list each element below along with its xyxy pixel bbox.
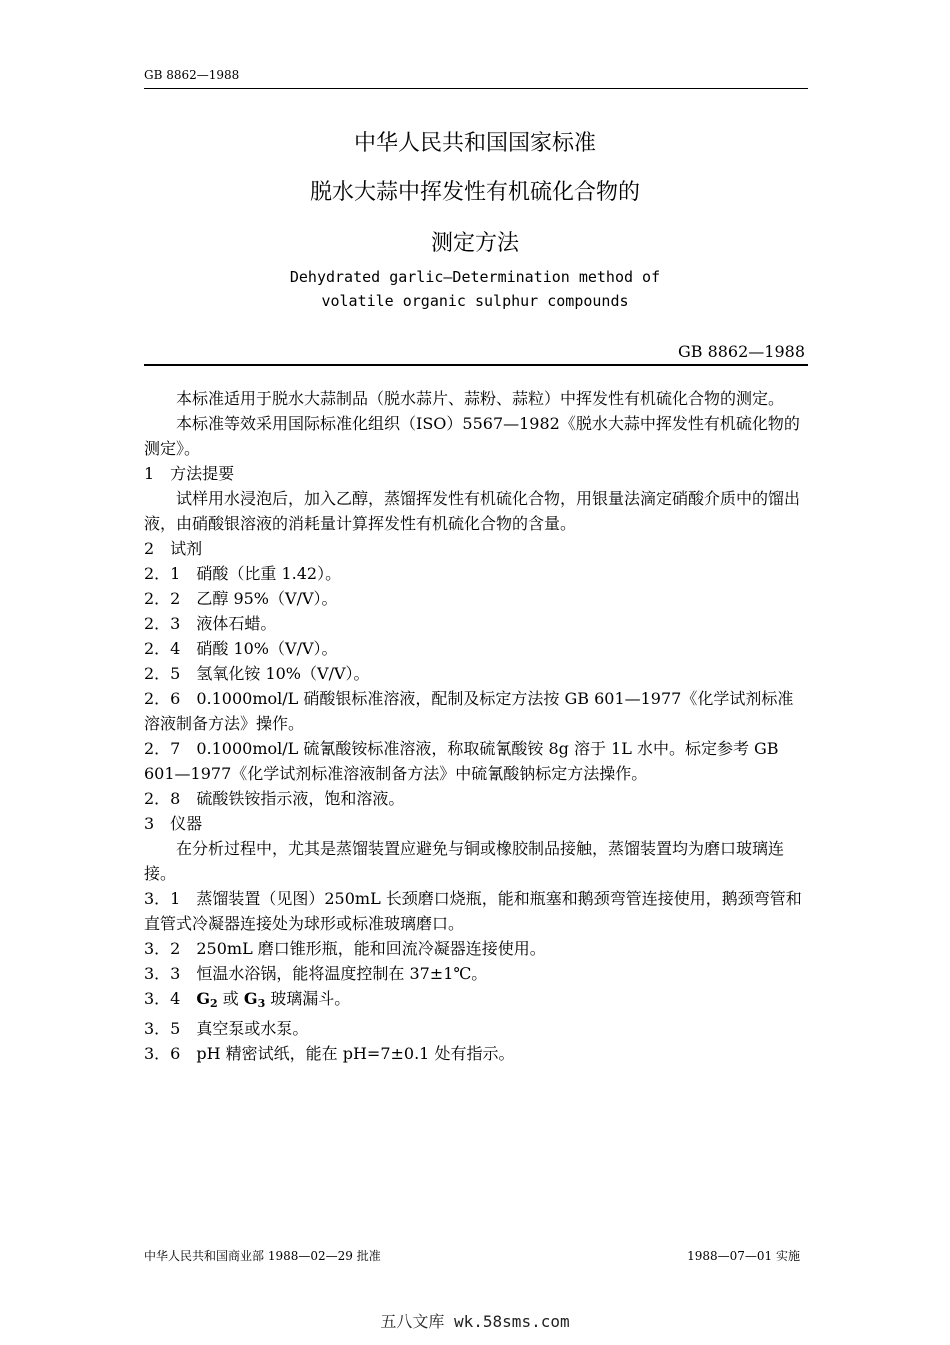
title-rule [144, 364, 808, 366]
apparatus-item: 3．5 真空泵或水泵。 [144, 1019, 309, 1038]
g2-label: G [196, 989, 211, 1008]
reagent-item: 2．7 0.1000mol/L 硫氰酸铵标准溶液，称取硫氰酸铵 8g 溶于 1L 水中。标定参考 GB 601—1977《化学试剂标准溶液制备方法》中硫氰酸钠标定方法操作。 [144, 739, 779, 783]
apparatus-item: 3．6 pH 精密试纸，能在 pH=7±0.1 处有指示。 [144, 1044, 515, 1063]
reagent-item: 2．6 0.1000mol/L 硝酸银标准溶液，配制及标定方法按 GB 601—1977《化学试剂标准溶液制备方法》操作。 [144, 689, 794, 733]
apparatus-item: 3．2 250mL 磨口锥形瓶，能和回流冷凝器连接使用。 [144, 939, 546, 958]
section-3-text: 在分析过程中，尤其是蒸馏装置应避免与铜或橡胶制品接触，蒸馏装置均为磨口玻璃连接。 [144, 839, 785, 883]
reagent-item: 2．3 液体石蜡。 [144, 614, 277, 633]
apparatus-item: 3．3 恒温水浴锅，能将温度控制在 37±1℃。 [144, 964, 488, 983]
reagent-item: 2．2 乙醇 95%（V/V）。 [144, 589, 338, 608]
reagent-item: 2．5 氢氧化铵 10%（V/V）。 [144, 664, 370, 683]
title-line-2: 脱水大蒜中挥发性有机硫化合物的 [309, 180, 640, 205]
section-3-heading: 3 仪器 [144, 814, 203, 833]
standard-number: GB 8862—1988 [677, 342, 805, 361]
section-2-heading: 2 试剂 [144, 539, 203, 558]
reagent-item: 2．8 硫酸铁铵指示液，饱和溶液。 [144, 789, 405, 808]
approval-note: 中华人民共和国商业部 1988—02—29 批准 [144, 1249, 381, 1263]
section-1-text: 试样用水浸泡后，加入乙醇，蒸馏挥发性有机硫化合物，用银量法滴定硝酸介质中的馏出液，由硝酸银溶液的消耗量计算挥发性有机硫化合物的含量。 [144, 489, 801, 533]
section-1-heading: 1 方法提要 [144, 464, 235, 483]
english-title-line-1: Dehydrated garlic—Determination method of [289, 268, 661, 286]
reagent-item: 2．4 硝酸 10%（V/V）。 [144, 639, 338, 658]
english-title-line-2: volatile organic sulphur compounds [321, 292, 629, 310]
g3-label: G [243, 989, 258, 1008]
apparatus-item-funnel [144, 986, 808, 1016]
reference-paragraph: 本标准等效采用国际标准化组织（ISO）5567—1982《脱水大蒜中挥发性有机硫化物的测定》。 [144, 414, 800, 458]
or-text: 或 [217, 989, 244, 1008]
apparatus-item-prefix: 3．4 [144, 989, 197, 1008]
g2-subscript: 2 [210, 997, 218, 1010]
scope-paragraph: 本标准适用于脱水大蒜制品（脱水蒜片、蒜粉、蒜粒）中挥发性有机硫化合物的测定。 [176, 389, 785, 408]
reagent-item: 2．1 硝酸（比重 1.42）。 [144, 564, 342, 583]
header-rule [144, 88, 808, 89]
title-line-3: 测定方法 [430, 231, 519, 256]
funnel-text: 玻璃漏斗。 [265, 989, 351, 1008]
apparatus-item: 3．1 蒸馏装置（见图）250mL 长颈磨口烧瓶，能和瓶塞和鹅颈弯管连接使用，鹅颈弯管和直管式冷凝器连接处为球形或标准玻璃磨口。 [144, 889, 802, 933]
header-standard-code: GB 8862—1988 [144, 68, 240, 82]
title-line-1: 中华人民共和国国家标准 [353, 131, 596, 156]
watermark-text: 五八文库 wk.58sms.com [380, 1312, 570, 1331]
implementation-date: 1988—07—01 实施 [687, 1249, 800, 1263]
document-body [144, 386, 808, 1066]
g3-subscript: 3 [257, 997, 266, 1010]
